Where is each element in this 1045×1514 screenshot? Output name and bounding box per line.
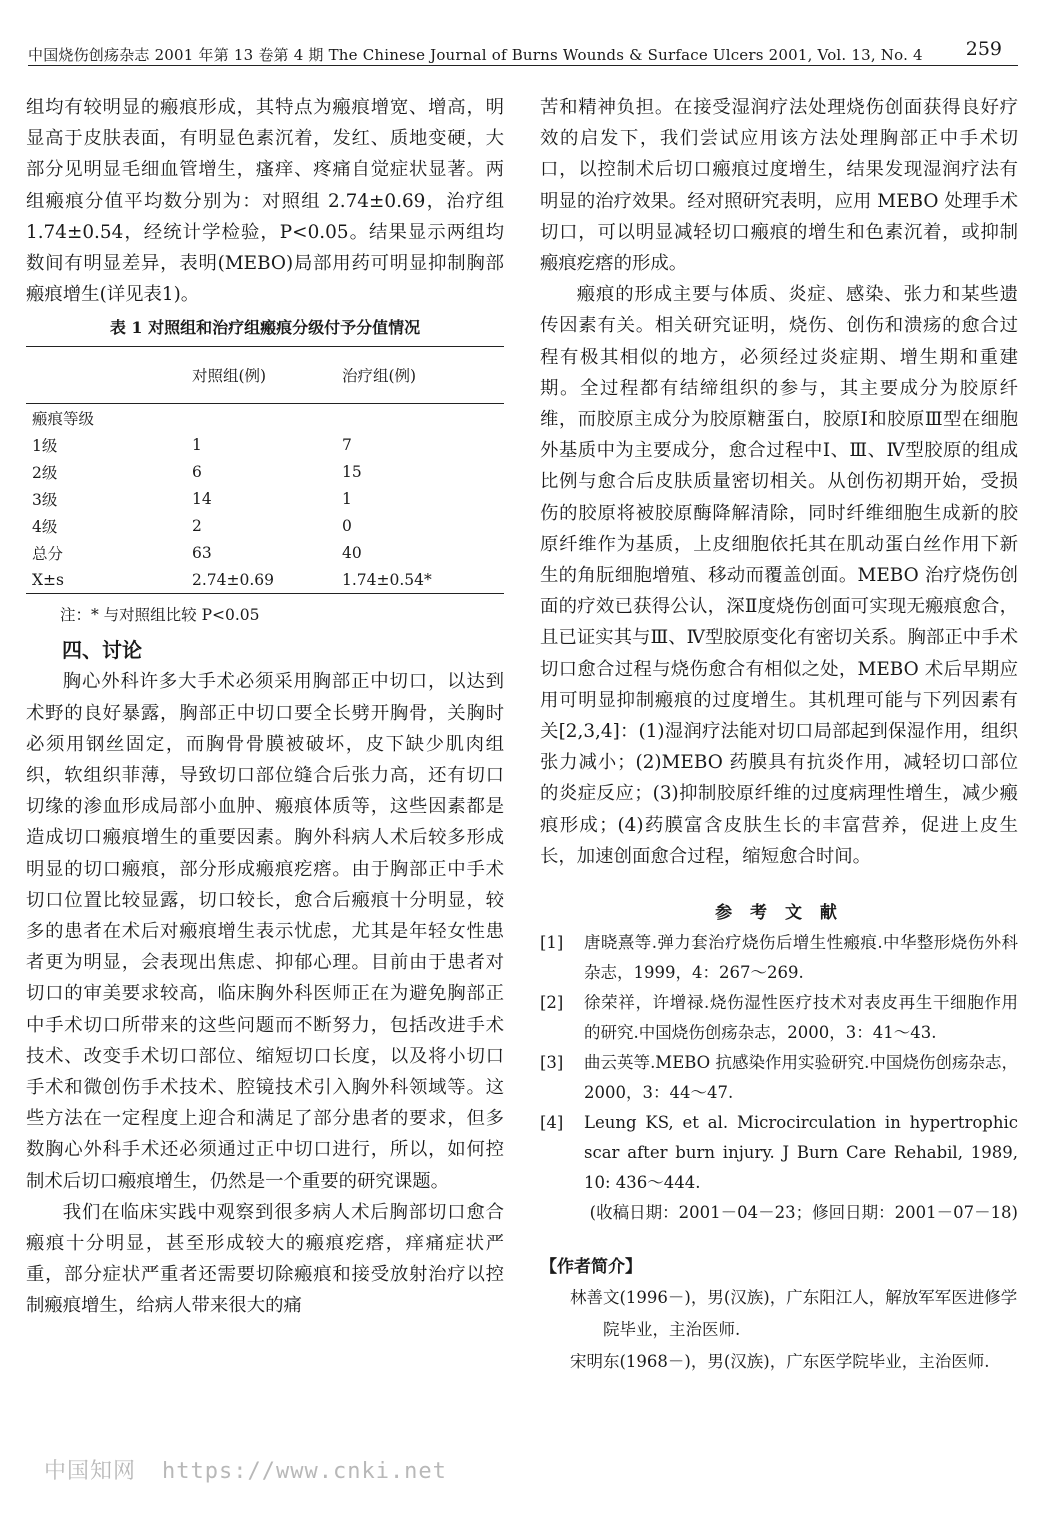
discussion-paragraph: 我们在临床实践中观察到很多病人术后胸部切口愈合瘢痕十分明显，甚至形成较大的瘢痕疙瘩，痒痛症状严重，部分症状严重者还需要切除瘢痕和接受放射治疗以控制瘢痕增生，给病人带来很大的痛 bbox=[26, 1201, 504, 1317]
table-row bbox=[26, 512, 504, 539]
table-cell: 1级 bbox=[32, 436, 58, 455]
results-paragraph: 组均有较明显的瘢痕形成，其特点为瘢痕增宽、增高，明显高于皮肤表面，有明显色素沉着，发红、质地变硬，大部分见明显毛细血管增生，瘙痒、疼痛自觉症状显著。两组瘢痕分值平均数分别为：对照组 2.74±0.69，治疗组 1.74±0.54，经统计学检验，P<0.05。结果显示两组均数间有明显差异，表明(MEBO)局部用药可明显抑制胸部瘢痕增生(详见表1)。 bbox=[26, 97, 504, 306]
table-cell: 63 bbox=[192, 543, 212, 562]
table-section-label: 瘢痕等级 bbox=[32, 409, 95, 428]
table-cell: 4级 bbox=[32, 517, 58, 536]
table-cell: 0 bbox=[342, 516, 352, 535]
table-cell: 40 bbox=[342, 543, 362, 562]
table-cell: X±s bbox=[26, 566, 192, 594]
table-cell: 1 bbox=[342, 489, 352, 508]
table-row bbox=[26, 458, 504, 485]
table-cell: 14 bbox=[192, 489, 212, 508]
table-header-cell bbox=[26, 347, 192, 404]
grade-table bbox=[26, 346, 504, 594]
discussion-paragraph: 胸心外科许多大手术必须采用胸部正中切口，以达到术野的良好暴露，胸部正中切口要全长劈开胸骨，关胸时必须用钢丝固定，而胸骨骨膜被破坏，皮下缺少肌肉组织，软组织菲薄，导致切口部位缝合后张力高，还有切口切缘的渗血形成局部小血肿、瘢痕体质等，这些因素都是造成切口瘢痕增生的重要因素。胸外科病人术后较多形成明显的切口瘢痕，部分形成瘢痕疙瘩。由于胸部正中手术切口位置比较显露，切口较长，愈合后瘢痕十分明显，较多的患者在术后对瘢痕增生表示忧虑，尤其是年轻女性患者更为明显，会表现出焦虑、抑郁心理。目前由于患者对切口的审美要求较高，临床胸外科医师正在为避免胸部正中手术切口所带来的这些问题而不断努力，包括改进手术技术、改变手术切口部位、缩短切口长度，以及将小切口手术和微创伤手术技术、腔镜技术引入胸外科领域等。这些方法在一定程度上迎合和满足了部分患者的要求，但多数胸心外科手术还必须通过正中切口进行，所以，如何控制术后切口瘢痕增生，仍然是一个重要的研究课题。 bbox=[26, 671, 504, 1192]
reference-item bbox=[540, 1048, 1018, 1108]
reference-number: [2] bbox=[540, 993, 564, 1013]
table-cell: 1.74±0.54* bbox=[342, 566, 504, 594]
table-row bbox=[26, 566, 504, 594]
reference-item bbox=[540, 928, 1018, 988]
table-row bbox=[26, 485, 504, 512]
author-bio-title: 【作者简介】 bbox=[540, 1257, 642, 1278]
running-header bbox=[28, 38, 1018, 66]
author-bio: 林善文(1996－)，男(汉族)，广东阳江人，解放军军医进修学院毕业，主治医师. bbox=[570, 1288, 1018, 1340]
reference-number: [4] bbox=[540, 1113, 564, 1133]
continued-paragraph: 苦和精神负担。在接受湿润疗法处理烧伤创面获得良好疗效的启发下，我们尝试应用该方法处理胸部正中手术切口，以控制术后切口瘢痕过度增生，结果发现湿润疗法有明显的治疗效果。经对照研究表明，应用 MEBO 处理手术切口，可以明显减轻切口瘢痕的增生和色素沉着，或抑制瘢痕疙瘩的形成。 bbox=[540, 97, 1018, 275]
reference-item bbox=[540, 1108, 1018, 1198]
table-cell: 2.74±0.69 bbox=[192, 566, 342, 594]
table-header-cell: 治疗组(例) bbox=[342, 347, 504, 404]
table-cell: 15 bbox=[342, 462, 362, 481]
running-title: 中国烧伤创疡杂志 2001 年第 13 卷第 4 期 The Chinese Journal of Burns Wounds & Surface Ulcers 2001, Vol. 13, No. 4 bbox=[28, 46, 923, 64]
table-cell: 总分 bbox=[32, 544, 64, 563]
page-number: 259 bbox=[965, 38, 1002, 60]
references-title: 参 考 文 献 bbox=[715, 903, 843, 924]
reference-number: [3] bbox=[540, 1053, 564, 1073]
section-heading: 四、讨论 bbox=[62, 638, 142, 663]
table-cell: 1 bbox=[192, 435, 202, 454]
reference-text: 唐晓熹等.弹力套治疗烧伤后增生性瘢痕.中华整形烧伤外科杂志，1999，4：267～269. bbox=[584, 933, 1018, 983]
mechanism-paragraph: 瘢痕的形成主要与体质、炎症、感染、张力和某些遗传因素有关。相关研究证明，烧伤、创伤和溃疡的愈合过程有极其相似的地方，必须经过炎症期、增生期和重建期。全过程都有结缔组织的参与，其主要成分为胶原纤维，而胶原主成分为胶原糖蛋白，胶原Ⅰ和胶原Ⅲ型在细胞外基质中为主要成分，愈合过程中Ⅰ、Ⅲ、Ⅳ型胶原的组成比例与愈合后皮肤质量密切相关。从创伤初期开始，受损伤的胶原将被胶原酶降解清除，同时纤维细胞生成新的胶原纤维作为基质，上皮细胞依托其在肌动蛋白丝作用下新生的角朊细胞增殖、移动而覆盖创面。MEBO 治疗烧伤创面的疗效已获得公认，深Ⅱ度烧伤创面可实现无瘢痕愈合，且已证实其与Ⅲ、Ⅳ型胶原变化有密切关系。胸部正中手术切口愈合过程与烧伤愈合有相似之处，MEBO 术后早期应用可明显抑制瘢痕的过度增生。其机理可能与下列因素有关[2,3,4]：(1)湿润疗法能对切口局部起到保湿作用，组织张力减小；(2)MEBO 药膜具有抗炎作用，减轻切口部位的炎症反应；(3)抑制胶原纤维的过度病理性增生，减少瘢痕形成；(4)药膜富含皮肤生长的丰富营养，促进上皮生长，加速创面愈合过程，缩短愈合时间。 bbox=[540, 284, 1018, 867]
table-cell: 2 bbox=[192, 516, 202, 535]
watermark-url: https://www.cnki.net bbox=[162, 1459, 447, 1484]
table-cell: 3级 bbox=[32, 490, 58, 509]
table-header-cell: 对照组(例) bbox=[192, 347, 342, 404]
watermark-footer bbox=[44, 1454, 447, 1485]
table-section-row bbox=[26, 404, 504, 432]
author-bio: 宋明东(1968－)，男(汉族)，广东医学院毕业，主治医师. bbox=[570, 1352, 990, 1372]
reference-number: [1] bbox=[540, 933, 564, 953]
table-row bbox=[26, 431, 504, 458]
reference-item bbox=[540, 988, 1018, 1048]
left-column bbox=[26, 92, 504, 1322]
table-cell: 7 bbox=[342, 435, 352, 454]
table-cell: 6 bbox=[192, 462, 202, 481]
right-column bbox=[540, 92, 1018, 1378]
watermark-site-name: 中国知网 bbox=[44, 1459, 137, 1484]
table-header-row bbox=[26, 347, 504, 404]
table-title: 表 1 对照组和治疗组瘢痕分级付予分值情况 bbox=[109, 318, 421, 338]
table-note: 注：* 与对照组比较 P<0.05 bbox=[60, 606, 260, 625]
reference-text: 曲云英等.MEBO 抗感染作用实验研究.中国烧伤创疡杂志，2000，3：44～47. bbox=[584, 1053, 1018, 1103]
table-row bbox=[26, 539, 504, 566]
reference-text: 徐荣祥，许增禄.烧伤湿性医疗技术对表皮再生干细胞作用的研究.中国烧伤创疡杂志，2000，3：41～43. bbox=[584, 993, 1018, 1043]
reference-text: Leung KS, et al. Microcirculation in hypertrophic scar after burn injury. J Burn Care Rehabil, 1989, 10: 436～444. bbox=[584, 1113, 1018, 1193]
header-rule bbox=[28, 65, 1018, 66]
table-cell: 2级 bbox=[32, 463, 58, 482]
received-date: (收稿日期：2001－04－23；修回日期：2001－07－18) bbox=[589, 1203, 1018, 1223]
